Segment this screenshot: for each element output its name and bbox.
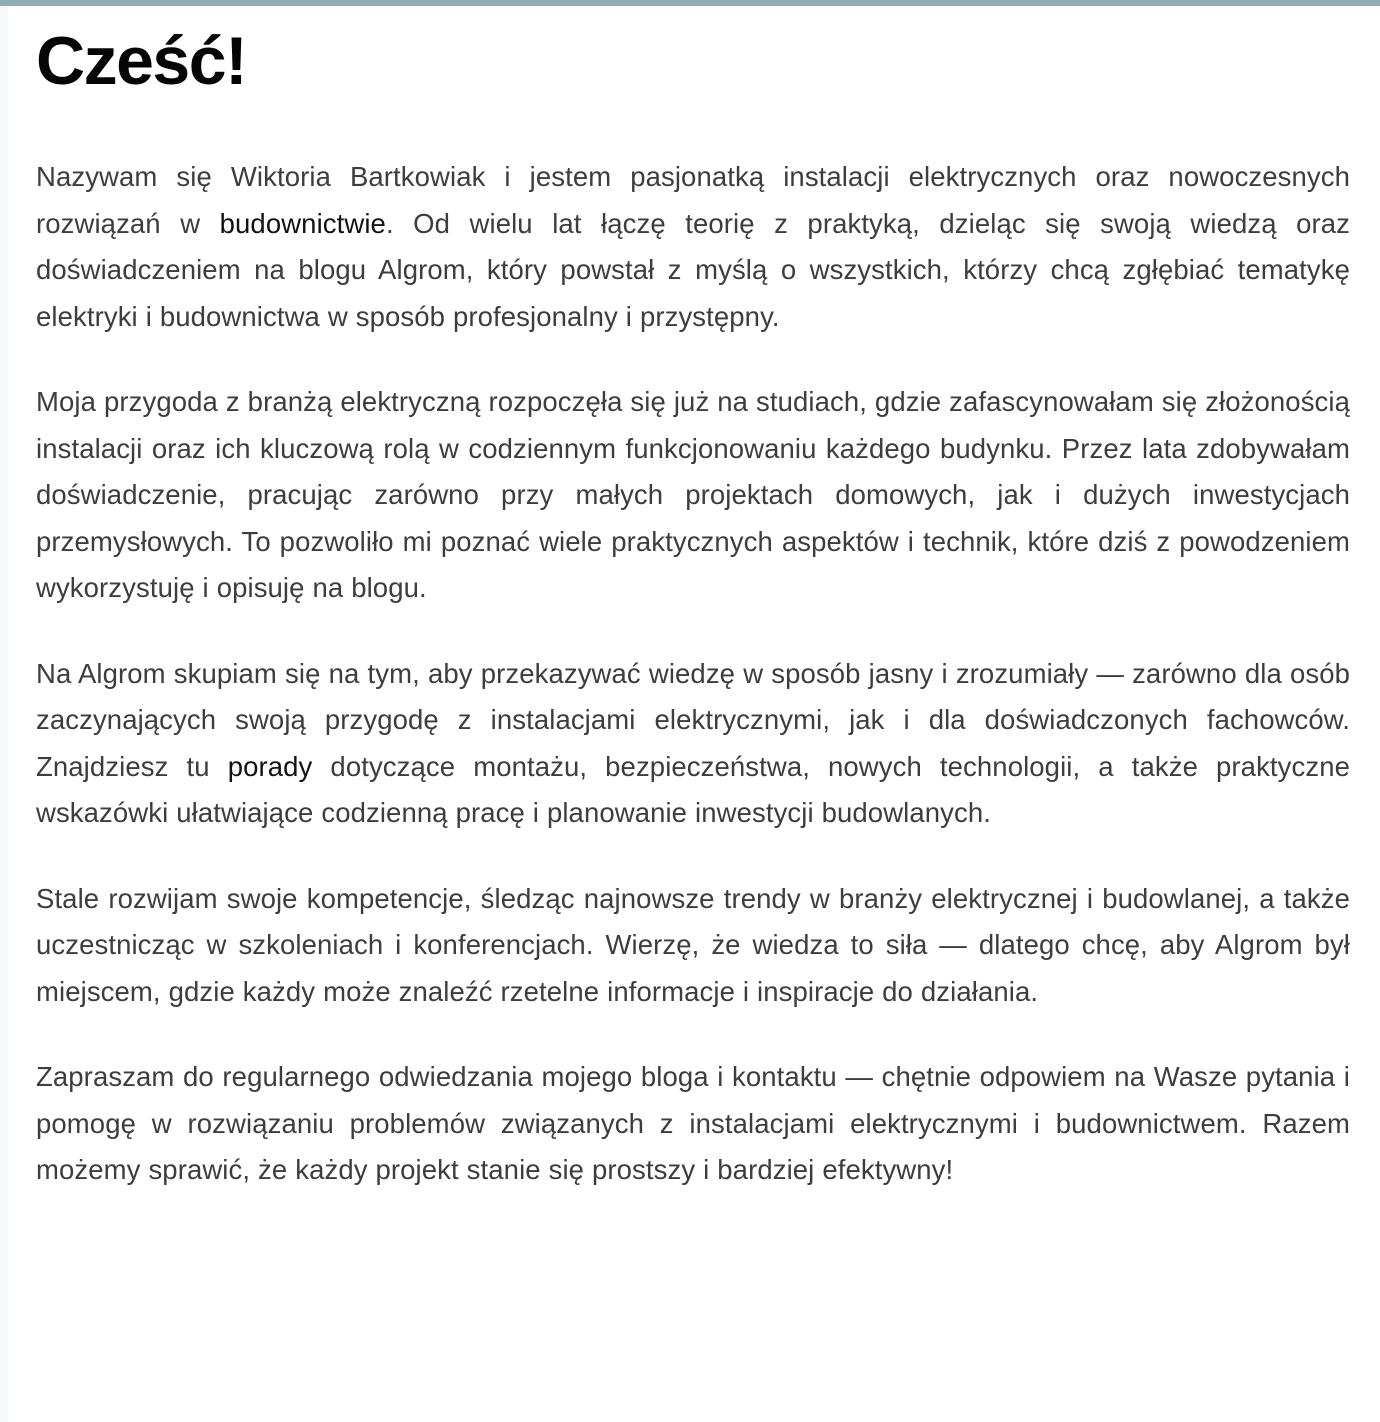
paragraph-text: Moja przygoda z branżą elektryczną rozpoczęła się już na studiach, gdzie zafascynowałam się złożonością instalacji oraz ich kluczową rolą w codziennym funkcjonowaniu każdego budynku. Przez lata zdobywałam doświadczenie, pracując zarówno przy małych projektach domowych, jak i dużych inwestycjach przemysłowych. To pozwoliło mi poznać wiele praktycznych aspektów i technik, które dziś z powodzeniem wykorzystuję i opisuję na blogu. (36, 386, 1350, 603)
inline-link[interactable]: porady (227, 750, 313, 782)
paragraph-text: Stale rozwijam swoje kompetencje, śledząc najnowsze trendy w branży elektrycznej i budowlanej, a także uczestnicząc w szkoleniach i konferencjach. Wierzę, że wiedza to siła — dlatego chcę, aby Algrom był miejscem, gdzie każdy może znaleźć rzetelne informacje i inspiracje do działania. (36, 882, 1350, 1007)
article-paragraph (36, 154, 1350, 340)
page-surface (8, 6, 1380, 1422)
paragraph-text: dotyczące montażu, bezpieczeństwa, nowych technologii, a także praktyczne wskazówki ułatwiające codzienną pracę i planowanie inwestycji budowlanych. (36, 750, 1350, 828)
article-paragraph (36, 651, 1350, 837)
article-paragraph (36, 379, 1350, 612)
page-title: Cześć! (36, 23, 247, 99)
paragraph-text: Na Algrom skupiam się na tym, aby przekazywać wiedzę w sposób jasny i zrozumiały — zarówno dla osób zaczynających swoją przygodę z instalacjami elektrycznymi, jak i dla doświadczonych fachowców. Znajdziesz tu (36, 657, 1350, 782)
inline-link[interactable]: budownictwie (219, 207, 386, 239)
paragraph-text: Nazywam się Wiktoria Bartkowiak i jestem pasjonatką instalacji elektrycznych oraz nowoczesnych rozwiązań w (36, 161, 1350, 239)
left-gutter (0, 6, 8, 1422)
paragraph-text: . Od wielu lat łączę teorię z praktyką, dzieląc się swoją wiedzą oraz doświadczeniem na blogu Algrom, który powstał z myślą o wszystkich, którzy chcą zgłębiać tematykę elektryki i budownictwa w sposób profesjonalny i przystępny. (36, 207, 1350, 332)
paragraph-text: Zapraszam do regularnego odwiedzania mojego bloga i kontaktu — chętnie odpowiem na Wasze pytania i pomogę w rozwiązaniu problemów związanych z instalacjami elektrycznymi i budownictwem. Razem możemy sprawić, że każdy projekt stanie się prostszy i bardziej efektywny! (36, 1061, 1350, 1185)
article-paragraph (36, 876, 1350, 1016)
article-paragraph (36, 1054, 1350, 1194)
about-author-article (36, 6, 1350, 1194)
